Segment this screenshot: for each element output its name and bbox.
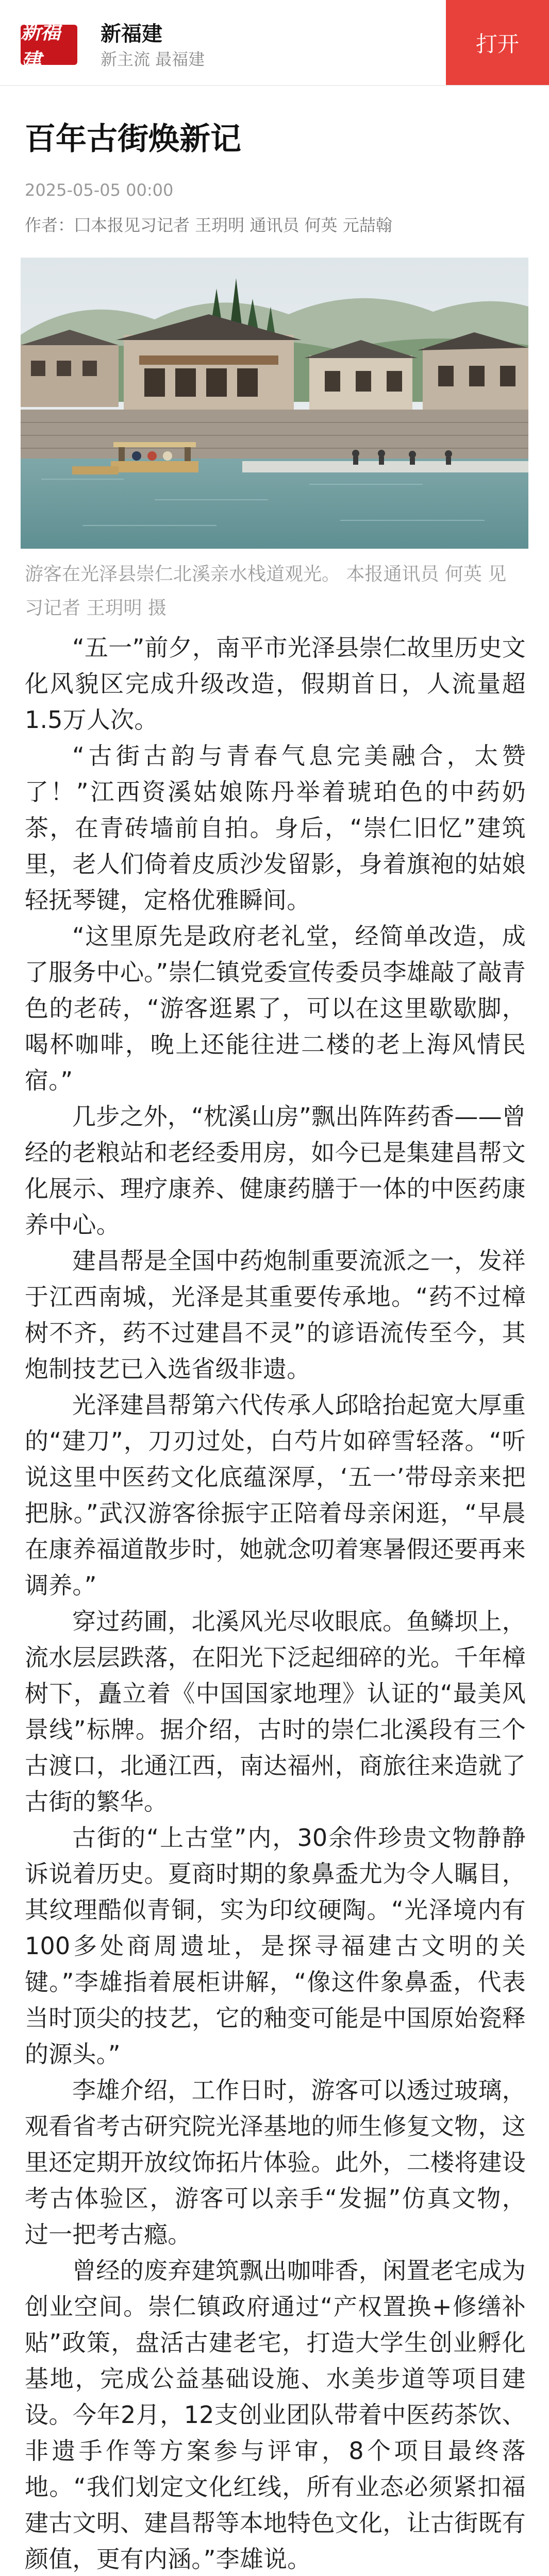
article-authors: 作者：囗本报见习记者 王玥明 通讯员 何英 元喆翰 [25, 215, 392, 235]
article-body [25, 630, 526, 2576]
publish-date: 2025-05-05 00:00 [25, 180, 174, 200]
paragraph: 李雄介绍，工作日时，游客可以透过玻璃，观看省考古研究院光泽基地的师生修复文物，这里还定期开放纹饰拓片体验。此外，二楼将建设考古体验区，游客可以亲手“发掘”仿真文物，过一把考古瘾。 [25, 2076, 526, 2248]
photo-caption: 游客在光泽县崇仁北溪亲水栈道观光。 本报通讯员 何英 见习记者 王玥明 摄 [25, 564, 507, 619]
app-logo[interactable]: 新福建 [21, 25, 77, 65]
article-title: 百年古街焕新记 [25, 121, 241, 157]
app-slogan: 新主流 最福建 [101, 49, 205, 69]
paragraph: 几步之外，“枕溪山房”飘出阵阵药香——曾经的老粮站和老经委用房，如今已是集建昌帮文化展示、理疗康养、健康药膳于一体的中医药康养中心。 [25, 1103, 526, 1239]
paragraph: “这里原先是政府老礼堂，经简单改造，成了服务中心。”崇仁镇党委宣传委员李雄敲了敲青色的老砖，“游客逛累了，可以在这里歇歇脚，喝杯咖啡，晚上还能往进二楼的老上海风情民宿。” [25, 922, 526, 1094]
paragraph: 光泽建昌帮第六代传承人邱晗抬起宽大厚重的“建刀”，刀刃过处，白芍片如碎雪轻落。“听说这里中医药文化底蕴深厚，‘五一’带母亲来把把脉。”武汉游客徐振宇正陪着母亲闲逛，“早晨在康养福道散步时，她就念叨着寒暑假还要再来调养。” [25, 1391, 526, 1599]
open-app-button[interactable]: 打开 [446, 0, 549, 85]
paragraph: 曾经的废弃建筑飘出咖啡香，闲置老宅成为创业空间。崇仁镇政府通过“产权置换+修缮补贴”政策，盘活古建老宅，打造大学生创业孵化基地，完成公益基础设施、水美步道等项目建设。今年2月，12支创业团队带着中医药茶饮、非遗手作等方案参与评审，8个项目最终落地。“我们划定文化红线，所有业态必须紧扣福建古文明、建昌帮等本地特色文化，让古街既有颜值，更有内涵。”李雄说。 [25, 2257, 526, 2573]
app-name: 新福建 [101, 22, 162, 46]
paragraph: 穿过药圃，北溪风光尽收眼底。鱼鳞坝上，流水层层跌落，在阳光下泛起细碎的光。千年樟树下，矗立着《中国国家地理》认证的“最美风景线”标牌。据介绍，古时的崇仁北溪段有三个古渡口，北通江西，南达福州，商旅往来造就了古街的繁华。 [25, 1607, 526, 1816]
paragraph: 建昌帮是全国中药炮制重要流派之一，发祥于江西南城，光泽是其重要传承地。“药不过樟树不齐，药不过建昌不灵”的谚语流传至今，其炮制技艺已入选省级非遗。 [25, 1247, 526, 1383]
paragraph: “古街古韵与青春气息完美融合，太赞了！”江西资溪姑娘陈丹举着琥珀色的中药奶茶，在青砖墙前自拍。身后，“崇仁旧忆”建筑里，老人们倚着皮质沙发留影，身着旗袍的姑娘轻抚琴键，定格优雅瞬间。 [25, 742, 526, 914]
app-download-banner [0, 0, 549, 86]
paragraph: “五一”前夕，南平市光泽县崇仁故里历史文化风貌区完成升级改造，假期首日，人流量超1.5万人次。 [25, 634, 526, 734]
paragraph: 古街的“上古堂”内，30余件珍贵文物静静诉说着历史。夏商时期的象鼻盉尤为令人瞩目，其纹理酷似青铜，实为印纹硬陶。“光泽境内有100多处商周遗址，是探寻福建古文明的关键。”李雄指着展柜讲解，“像这件象鼻盉，代表当时顶尖的技艺，它的釉变可能是中国原始瓷释的源头。” [25, 1824, 526, 2068]
article-photo [21, 258, 528, 549]
